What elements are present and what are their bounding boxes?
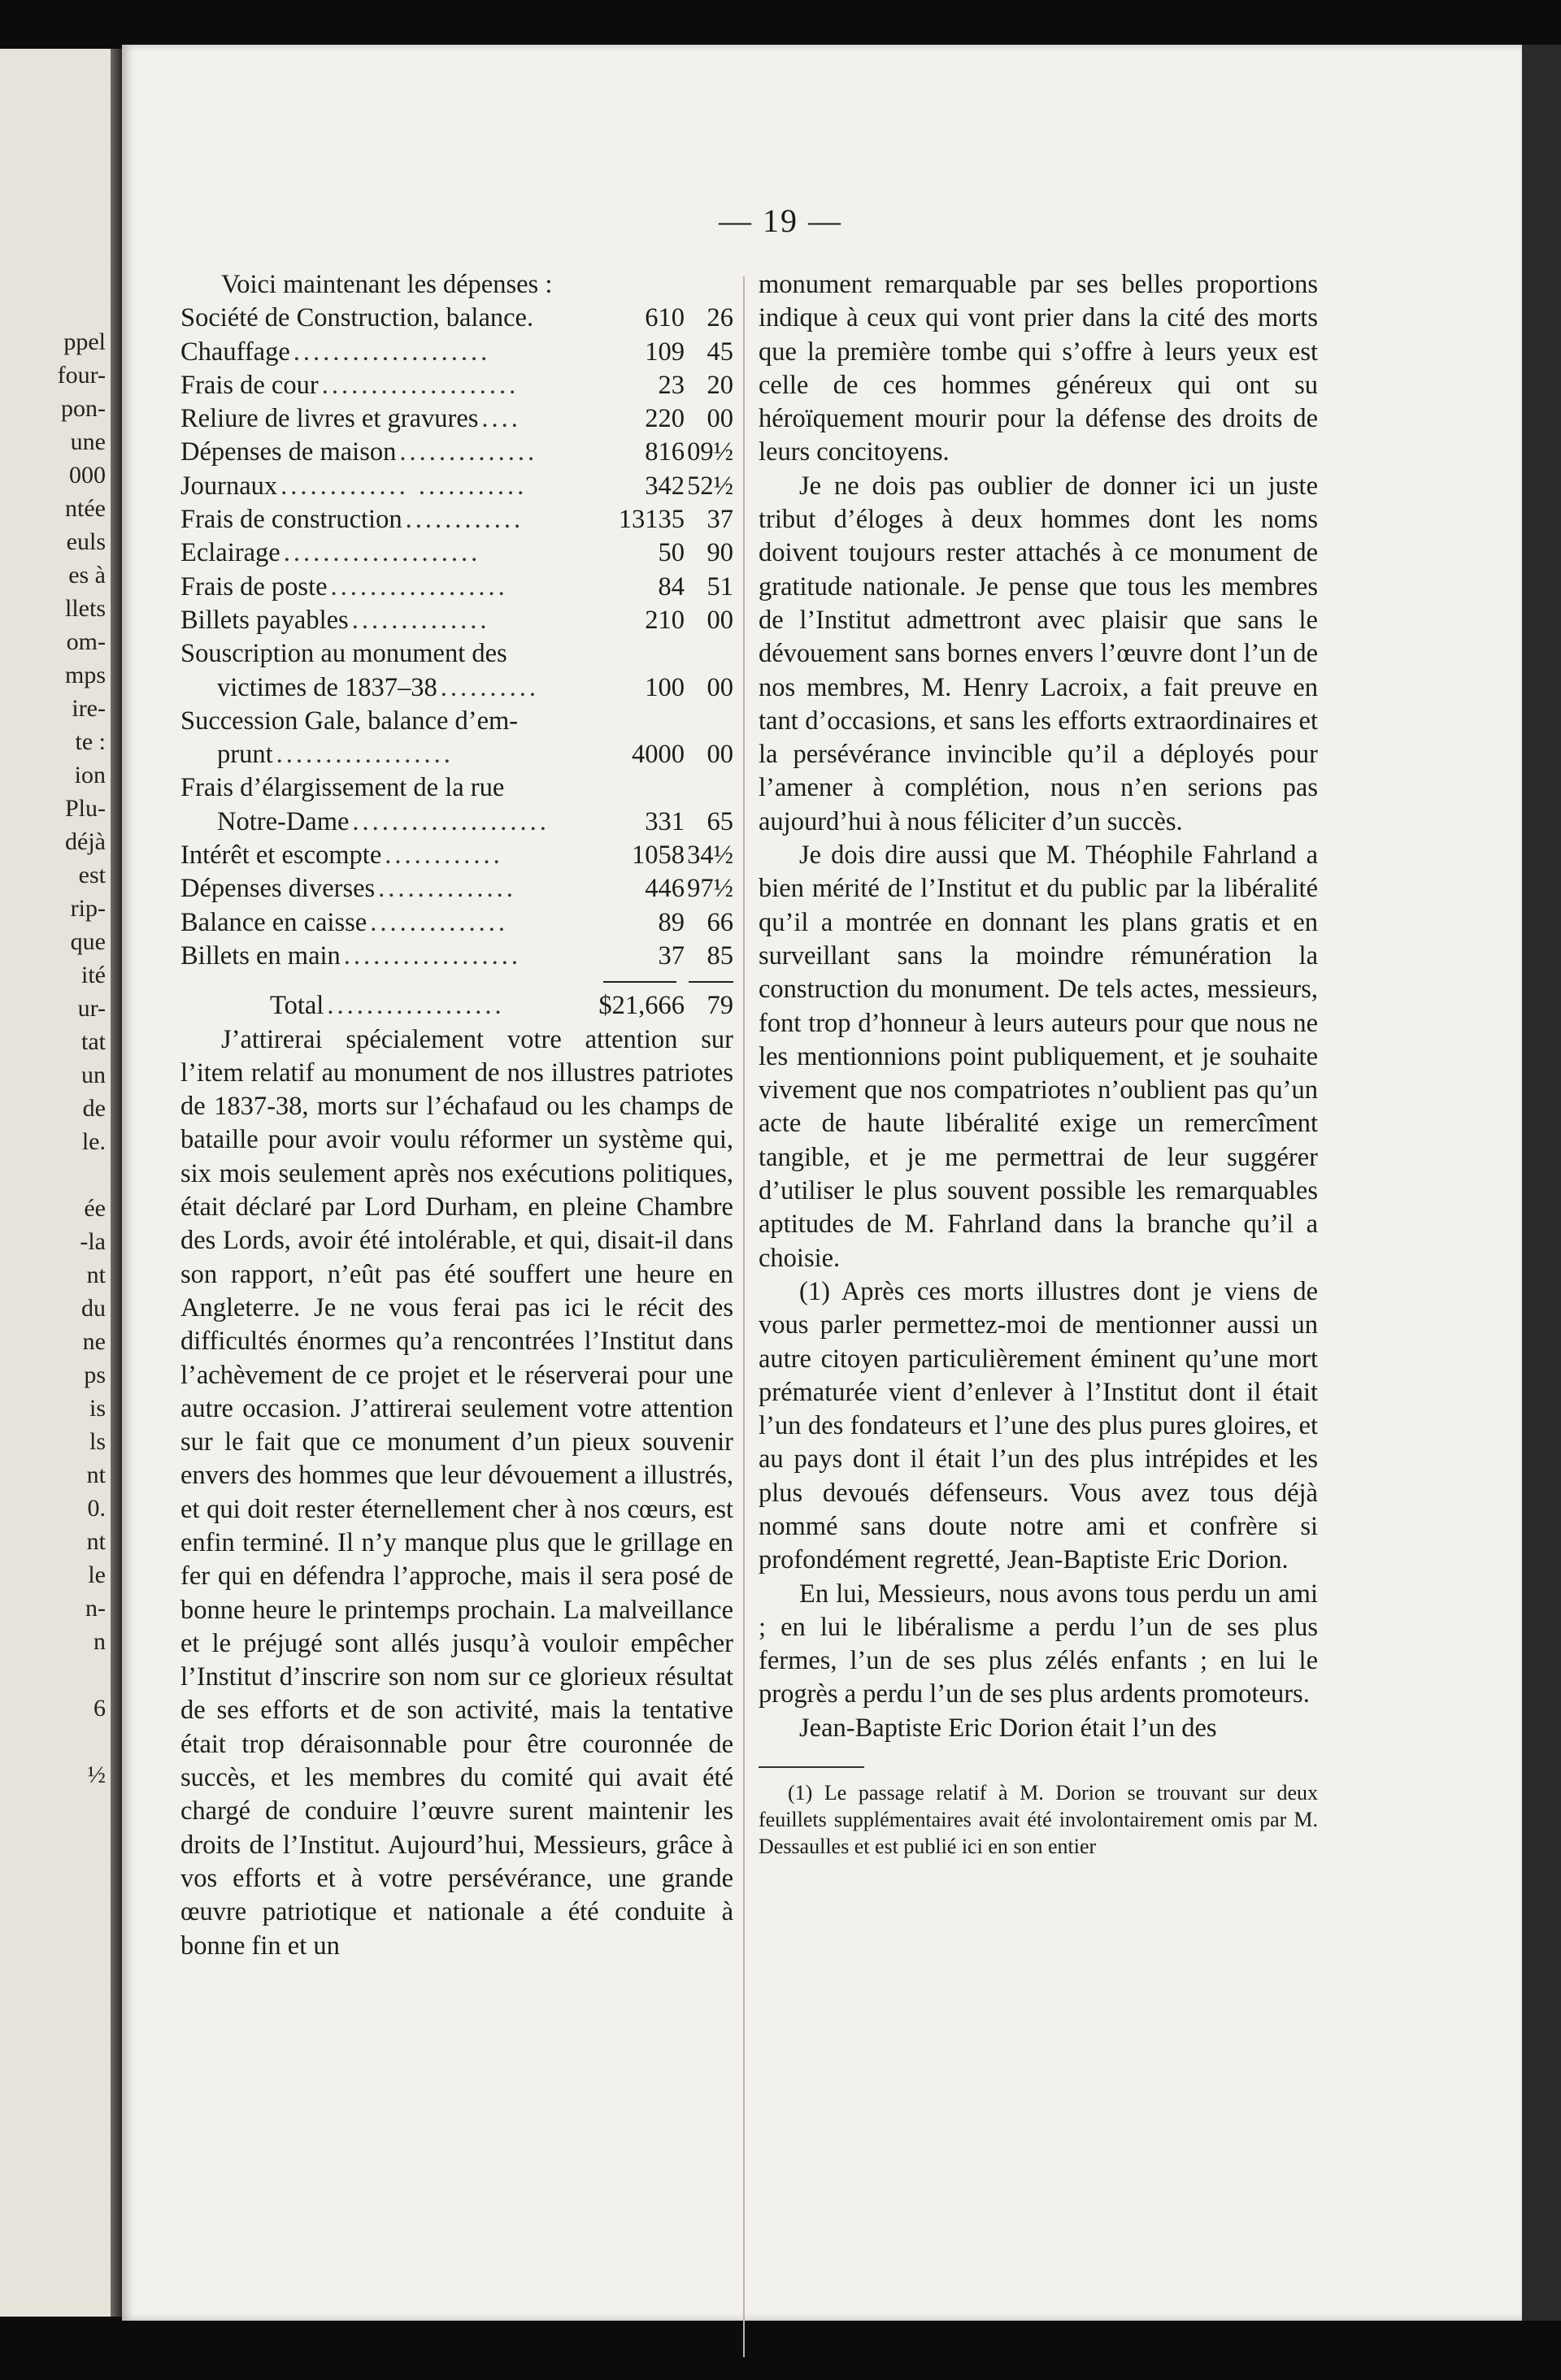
- adjacent-fragment: llets: [65, 595, 106, 622]
- adjacent-fragment: ne: [82, 1328, 106, 1355]
- ledger-row: [180, 369, 733, 402]
- ledger-cents: 90: [707, 538, 733, 568]
- adjacent-page-strip: [0, 49, 122, 2317]
- adjacent-fragment: ½: [87, 1761, 106, 1788]
- ledger-label: Société de Construction, balance.: [180, 303, 534, 333]
- adjacent-fragment: ité: [81, 962, 106, 988]
- adjacent-fragment: [0, 1658, 106, 1692]
- ledger-label: Succession Gale, balance d’em-: [180, 706, 519, 736]
- ledger-row: [180, 402, 733, 436]
- ledger-label: Notre-Dame: [217, 806, 350, 836]
- adjacent-fragment: de: [82, 1095, 106, 1122]
- adjacent-fragment: 000: [69, 462, 106, 489]
- ledger-cents: 09½: [687, 437, 733, 467]
- ledger-cents: 51: [707, 571, 733, 602]
- ledger-leader: ............: [385, 840, 503, 871]
- ledger-cents: 26: [707, 303, 733, 333]
- ledger-row: [180, 705, 733, 738]
- ledger-label: Billets payables: [180, 605, 349, 635]
- ledger-amount: 109: [645, 337, 685, 367]
- ledger-amount: 23: [658, 370, 685, 400]
- right-paragraph: Je ne dois pas oublier de donner ici un juste tribut d’éloges à deux hommes dont les noms doivent toujours rester attachés à ce monument de gratitude nationale. Je pense que tous les membres de l’Institut admettront avec plaisir que sans le dévouement sans bornes envers l’œuvre dont l’un de nos membres, M. Henry Lacroix, a fait preuve en tant d’occasions, et sans les efforts extraordinaires et la persévérance invincible qu’il a déployés pour l’amener à complétion, nous n’en serions pas aujourd’hui à nous féliciter d’un succès.: [759, 471, 1318, 836]
- ledger-amount: 610: [645, 303, 685, 333]
- ledger-leader: ..............: [378, 874, 516, 904]
- ledger-label: victimes de 1837–38: [217, 672, 437, 702]
- ledger-row: [180, 336, 733, 369]
- adjacent-fragment: rip-: [70, 895, 106, 922]
- adjacent-fragment: ps: [84, 1362, 106, 1388]
- ledger-label: Dépenses de maison: [180, 437, 397, 467]
- ledger-leader: ....................: [283, 538, 481, 568]
- adjacent-fragment: n-: [85, 1595, 106, 1622]
- adjacent-fragment: [0, 1158, 106, 1192]
- ledger-cents: 00: [707, 404, 733, 434]
- page-edge: [1522, 45, 1561, 2321]
- ledger-leader: ............: [405, 505, 524, 535]
- ledger-cents: 37: [707, 505, 733, 535]
- ledger-row: [180, 302, 733, 335]
- ledger-cents: 97½: [687, 874, 733, 904]
- ledger-cents: 85: [707, 940, 733, 971]
- monument-paragraph: J’attirerai spécialement votre attention sur l’item relatif au monument de nos illustres patriotes de 1837-38, morts sur l’échafaud ou les champs de bataille pour avoir voulu réformer un système qui, six mois seulement après nos exécutions politiques, était déclaré par Lord Durham, en pleine Chambre des Lords, avoir été intolérable, et qui, disait-il dans son rapport, n’eût pas été souffert une heure en Angleterre. Je ne vous ferai pas ici le récit des difficultés énormes qu’a rencontrées l’Institut dans l’achèvement de ce projet et le réserverai pour une autre occasion. J’attirerai seulement votre attention sur le fait que ce monument d’un pieux souvenir envers des hommes que leur dévouement a illustrés, et qui doit rester éternellement cher à nos cœurs, est enfin terminé. Il n’y manque plus que le grillage en fer qui en défendra l’approche, mais il sera posé de bonne heure le printemps prochain. La malveillance et le préjugé sont allés jusqu’à vouloir empêcher l’Institut d’inscrire son nom sur ce glorieux résultat de ses efforts et de son activité, mais la tentative était trop déraisonnable pour être couronnée de succès, et les membres du comité qui avait été chargé de conduire l’œuvre surent maintenir les droits de l’Institut. Aujourd’hui, Messieurs, grâce à vos efforts et à votre persévérance, une grande œuvre patriotique et nationale a été conduite à bonne fin et un: [180, 1024, 733, 1961]
- ledger-leader: ..............: [399, 437, 538, 467]
- adjacent-fragment: du: [81, 1295, 106, 1322]
- adjacent-fragment: une: [70, 428, 106, 455]
- adjacent-fragment: ppel: [63, 328, 106, 355]
- ledger-cents: 00: [707, 605, 733, 635]
- adjacent-fragment: is: [89, 1395, 106, 1422]
- ledger-total-row: [180, 989, 733, 1023]
- adjacent-fragment: le.: [81, 1128, 106, 1155]
- left-column: [180, 268, 733, 1963]
- ledger-label: Frais de poste: [180, 571, 328, 602]
- adjacent-fragment: four-: [57, 362, 106, 389]
- ledger-amount: 220: [645, 404, 685, 434]
- ledger-amount: 342: [645, 471, 685, 501]
- ledger-amount: 84: [658, 571, 685, 602]
- right-paragraph: En lui, Messieurs, nous avons tous perdu un ami ; en lui le libéralisme a perdu l’un de ses plus fermes, l’un de ses plus zélés enfants ; en lui le progrès a perdu l’un de ses plus ardents promoteurs.: [759, 1579, 1318, 1709]
- ledger-leader: ....: [481, 404, 521, 434]
- ledger-amount: 4000: [632, 740, 685, 770]
- adjacent-fragment: om-: [66, 628, 106, 655]
- total-amount: $21,666: [598, 991, 685, 1021]
- ledger-leader: ..................: [343, 940, 522, 971]
- adjacent-fragment: ire-: [72, 695, 106, 722]
- ledger-row: [180, 536, 733, 570]
- ledger-leader: ............. ...........: [280, 471, 528, 501]
- ledger-cents: 52½: [687, 471, 733, 501]
- right-paragraph: (1) Après ces morts illustres dont je viens de vous parler permettez-moi de mentionner aussi un autre citoyen particulièrement éminent qu’une mort prématurée vient d’enlever à l’Institut dont il était l’un des fondateurs et l’une des plus pures gloires, et au pays dont il était l’un des plus intrépides et les plus devoués défenseurs. Vous avez tous déjà nommé sans doute notre ami et confrère si profondément regretté, Jean-Baptiste Eric Dorion.: [759, 1276, 1318, 1575]
- ledger-row: [180, 872, 733, 906]
- ledger-leader: ..............: [351, 605, 490, 635]
- ledger-amount: 37: [658, 940, 685, 971]
- adjacent-fragment: ée: [84, 1195, 106, 1222]
- adjacent-fragment: nt: [86, 1461, 106, 1488]
- ledger-cents: 20: [707, 370, 733, 400]
- ledger-label: Balance en caisse: [180, 907, 367, 937]
- adjacent-fragment: Plu-: [64, 795, 106, 822]
- adjacent-fragment: pon-: [61, 395, 106, 422]
- ledger-amount: 210: [645, 605, 685, 635]
- ledger-leader: ....................: [352, 806, 550, 836]
- adjacent-fragment: est: [78, 862, 106, 888]
- ledger-amount: 100: [645, 672, 685, 702]
- ledger-row: [180, 571, 733, 604]
- right-paragraph: monument remarquable par ses belles proportions indique à ceux qui vont prier dans la cité des morts que la première tombe qui s’offre à leurs yeux est celle de ces hommes généreux qui ont su héroïquement mourir pour la défense des droits de leurs concitoyens.: [759, 270, 1318, 467]
- adjacent-fragment: déjà: [65, 828, 106, 855]
- footnote-rule: [759, 1766, 864, 1768]
- footnote: (1) Le passage relatif à M. Dorion se trouvant sur deux feuillets supplémentaires avait été involontairement omis par M. Dessaulles et est publié ici en son entier: [759, 1781, 1318, 1859]
- right-paragraph: Je dois dire aussi que M. Théophile Fahrland a bien mérité de l’Institut et du public par la libéralité qu’il a montrée en donnant les plans gratis et en surveillant sans la moindre rémunération la construction du monument. De tels actes, messieurs, font trop d’honneur à leurs auteurs pour que nous ne les mentionnions point publiquement, et je souhaite vivement que nos compatriotes n’oublient pas qu’un acte de haute libéralité exige un remercîment tangible, et je me permettrai de leur suggérer d’utiliser le plus souvent possible les remarquables aptitudes de M. Fahrland dans la branche qu’il a choisie.: [759, 840, 1318, 1273]
- adjacent-fragment: [0, 1725, 106, 1758]
- ledger-row: [180, 906, 733, 940]
- ledger-row: [180, 604, 733, 637]
- ledger-cents: 66: [707, 907, 733, 937]
- ledger-amount: 331: [645, 806, 685, 836]
- ledger-label: Frais d’élargissement de la rue: [180, 773, 505, 803]
- adjacent-page-text: [0, 325, 106, 1792]
- ledger-cents: 00: [707, 672, 733, 702]
- adjacent-fragment: un: [81, 1062, 106, 1088]
- adjacent-fragment: ntée: [65, 495, 106, 522]
- ledger-label: Frais de construction: [180, 505, 402, 535]
- total-label: Total: [270, 991, 324, 1021]
- ledger-row: [180, 940, 733, 973]
- ledger-label: Dépenses diverses: [180, 874, 376, 904]
- column-separator: [743, 276, 745, 2357]
- ledger-amount: 13135: [618, 505, 685, 535]
- ledger-leader: ....................: [321, 370, 520, 400]
- adjacent-fragment: ur-: [77, 995, 106, 1022]
- ledger-label: prunt: [217, 740, 273, 770]
- ledger-leader: ....................: [293, 337, 491, 367]
- adjacent-fragment: 0.: [87, 1495, 106, 1522]
- ledger-row: [180, 436, 733, 469]
- ledger-cents: 65: [707, 806, 733, 836]
- page-number: — 19 —: [719, 202, 842, 239]
- ledger-amount: 816: [645, 437, 685, 467]
- ledger-row: [180, 738, 733, 771]
- ledger-cents: 34½: [687, 840, 733, 871]
- ledger-row: [180, 771, 733, 805]
- ledger-amount: 89: [658, 907, 685, 937]
- ledger-row: [180, 671, 733, 705]
- ledger-row: [180, 839, 733, 872]
- ledger-row: [180, 503, 733, 536]
- total-rule: [180, 973, 733, 989]
- ledger-row: [180, 637, 733, 671]
- adjacent-fragment: 6: [93, 1695, 106, 1722]
- ledger-cents: 00: [707, 740, 733, 770]
- page-gutter: [111, 49, 122, 2317]
- ledger-row: [180, 470, 733, 503]
- right-column: [759, 268, 1318, 1860]
- adjacent-fragment: euls: [66, 528, 106, 555]
- expenses-ledger: [180, 302, 733, 973]
- adjacent-fragment: te :: [75, 728, 106, 755]
- adjacent-fragment: mps: [64, 662, 106, 688]
- expenses-intro: Voici maintenant les dépenses :: [221, 270, 553, 299]
- adjacent-fragment: tat: [81, 1028, 106, 1055]
- ledger-label: Chauffage: [180, 337, 290, 367]
- ledger-label: Frais de cour: [180, 370, 319, 400]
- ledger-label: Billets en main: [180, 940, 341, 971]
- adjacent-fragment: que: [70, 928, 106, 955]
- adjacent-fragment: es à: [68, 562, 106, 588]
- total-cents: 79: [707, 991, 733, 1021]
- ledger-label: Journaux: [180, 471, 278, 501]
- ledger-leader: ..............: [370, 907, 508, 937]
- ledger-amount: 50: [658, 538, 685, 568]
- adjacent-fragment: le: [88, 1561, 106, 1588]
- adjacent-fragment: nt: [86, 1262, 106, 1288]
- right-paragraph: Jean-Baptiste Eric Dorion était l’un des: [799, 1713, 1217, 1743]
- ledger-leader: ..................: [330, 571, 508, 602]
- adjacent-fragment: n: [93, 1628, 106, 1655]
- adjacent-fragment: ls: [89, 1428, 106, 1455]
- ledger-label: Reliure de livres et gravures: [180, 404, 479, 434]
- ledger-cents: 45: [707, 337, 733, 367]
- ledger-leader: ..................: [276, 740, 454, 770]
- right-paragraphs: [759, 268, 1318, 1745]
- ledger-label: Souscription au monument des: [180, 639, 507, 669]
- ledger-amount: 446: [645, 874, 685, 904]
- ledger-amount: 1058: [632, 840, 685, 871]
- ledger-label: Eclairage: [180, 538, 280, 568]
- total-leader: ..................: [327, 991, 505, 1021]
- adjacent-fragment: nt: [86, 1528, 106, 1555]
- ledger-leader: ..........: [440, 672, 540, 702]
- adjacent-fragment: -la: [80, 1228, 106, 1255]
- ledger-row: [180, 806, 733, 839]
- adjacent-fragment: ion: [74, 762, 106, 788]
- ledger-label: Intérêt et escompte: [180, 840, 382, 871]
